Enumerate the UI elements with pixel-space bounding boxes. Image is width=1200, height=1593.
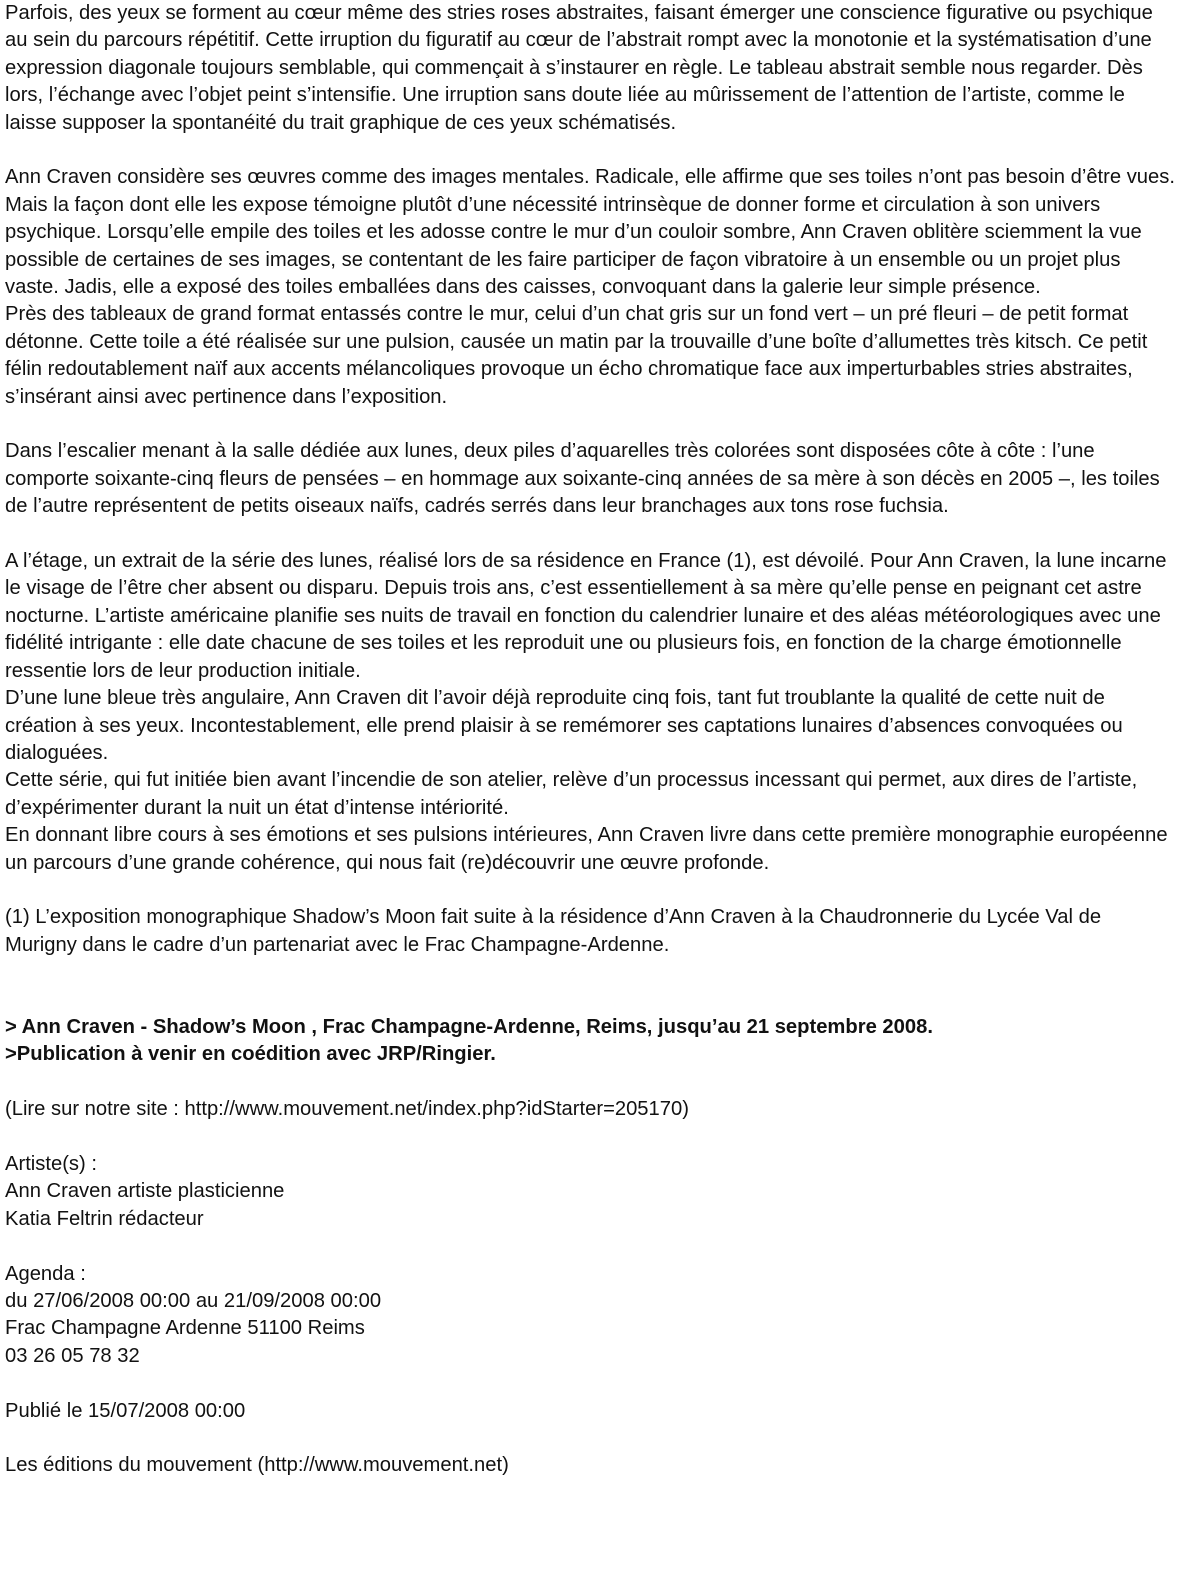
article-paragraph-8: En donnant libre cours à ses émotions et ses pulsions intérieures, Ann Craven livre dans cette première monographie européenne un parcours d’une grande cohérence, qui nous fait (re)découvrir une œuvre profonde. xyxy=(5,824,1168,874)
read-on-site-link[interactable]: (Lire sur notre site : http://www.mouvement.net/index.php?idStarter=205170) xyxy=(5,1098,689,1121)
agenda-phone: 03 26 05 78 32 xyxy=(5,1344,140,1367)
agenda-venue: Frac Champagne Ardenne 51100 Reims xyxy=(5,1317,365,1340)
article-paragraph-2: Ann Craven considère ses œuvres comme des images mentales. Radicale, elle affirme que ses toiles n’ont pas besoin d’être vues. Mais la façon dont elle les expose témoigne plutôt d’une nécessité intrinsèque de donner forme et circulation à son univers psychique. Lorsqu’elle empile des toiles et les adosse contre le mur d’un couloir sombre, Ann Craven oblitère sciemment la vue possible de certaines de ses images, se contentant de les faire participer de façon vibratoire à un ensemble ou un projet plus vaste. Jadis, elle a exposé des toiles emballées dans des caisses, convoquant dans la galerie leur simple présence. xyxy=(5,166,1175,299)
published-date: Publié le 15/07/2008 00:00 xyxy=(5,1399,246,1422)
artist-item: Ann Craven artiste plasticienne xyxy=(5,1180,285,1203)
article-paragraph-1: Parfois, des yeux se forment au cœur même des stries roses abstraites, faisant émerger une conscience figurative ou psychique au sein du parcours répétitif. Cette irruption du figuratif au cœur de l’abstrait rompt avec la monotonie et la systématisation d’une expression diagonale toujours semblable, qui commençait à s’instaurer en règle. Le tableau abstrait semble nous regarder. Dès lors, l’échange avec l’objet peint s’intensifie. Une irruption sans doute liée au mûrissement de l’attention de l’artiste, comme le laisse supposer la spontanéité du trait graphique de ces yeux schématisés. xyxy=(5,2,1153,134)
publisher-line[interactable]: Les éditions du mouvement (http://www.mouvement.net) xyxy=(5,1454,509,1477)
artist-item: Katia Feltrin rédacteur xyxy=(5,1207,204,1230)
agenda-heading: Agenda : xyxy=(5,1262,86,1285)
article-paragraph-4: Dans l’escalier menant à la salle dédiée aux lunes, deux piles d’aquarelles très colorées sont disposées côte à côte : l’une comporte soixante-cinq fleurs de pensées – en hommage aux soixante-cinq années de sa mère à son décès en 2005 –, les toiles de l’autre représentent de petits oiseaux naïfs, cadrés serrés dans leur branchages aux tons rose fuchsia. xyxy=(5,440,1160,518)
document-page xyxy=(5,0,1175,1480)
publication-info: >Publication à venir en coédition avec JRP/Ringier. xyxy=(5,1043,496,1066)
artists-heading: Artiste(s) : xyxy=(5,1152,97,1175)
agenda-dates: du 27/06/2008 00:00 au 21/09/2008 00:00 xyxy=(5,1289,382,1312)
article-paragraph-7: Cette série, qui fut initiée bien avant l’incendie de son atelier, relève d’un processus incessant qui permet, aux dires de l’artiste, d’expérimenter durant la nuit un état d’intense intériorité. xyxy=(5,769,1138,819)
footnote: (1) L’exposition monographique Shadow’s Moon fait suite à la résidence d’Ann Craven à la Chaudronnerie du Lycée Val de Murigny dans le cadre d’un partenariat avec le Frac Champagne-Ardenne. xyxy=(5,906,1102,956)
article-paragraph-6: D’une lune bleue très angulaire, Ann Craven dit l’avoir déjà reproduite cinq fois, tant fut troublante la qualité de cette nuit de création à ses yeux. Incontestablement, elle prend plaisir à se remémorer ses captations lunaires d’absences convoquées ou dialoguées. xyxy=(5,687,1123,764)
article-paragraph-5: A l’étage, un extrait de la série des lunes, réalisé lors de sa résidence en France (1), est dévoilé. Pour Ann Craven, la lune incarne le visage de l’être cher absent ou disparu. Depuis trois ans, c’est essentiellement à sa mère qu’elle pense en peignant cet astre nocturne. L’artiste américaine planifie ses nuits de travail en fonction du calendrier lunaire et des aléas météorologiques avec une fidélité intrigante : elle date chacune de ses toiles et les reproduit une ou plusieurs fois, en fonction de la charge émotionnelle ressentie lors de leur production initiale. xyxy=(5,550,1167,682)
exhibition-info: > Ann Craven - Shadow’s Moon , Frac Champagne-Ardenne, Reims, jusqu’au 21 septembre 2008. xyxy=(5,1015,933,1038)
article-paragraph-3: Près des tableaux de grand format entassés contre le mur, celui d’un chat gris sur un fond vert – un pré fleuri – de petit format détonne. Cette toile a été réalisée sur une pulsion, causée un matin par la trouvaille d’une boîte d’allumettes très kitsch. Ce petit félin redoutablement naïf aux accents mélancoliques provoque un écho chromatique face aux imperturbables stries abstraites, s’insérant ainsi avec pertinence dans l’exposition. xyxy=(5,303,1148,408)
